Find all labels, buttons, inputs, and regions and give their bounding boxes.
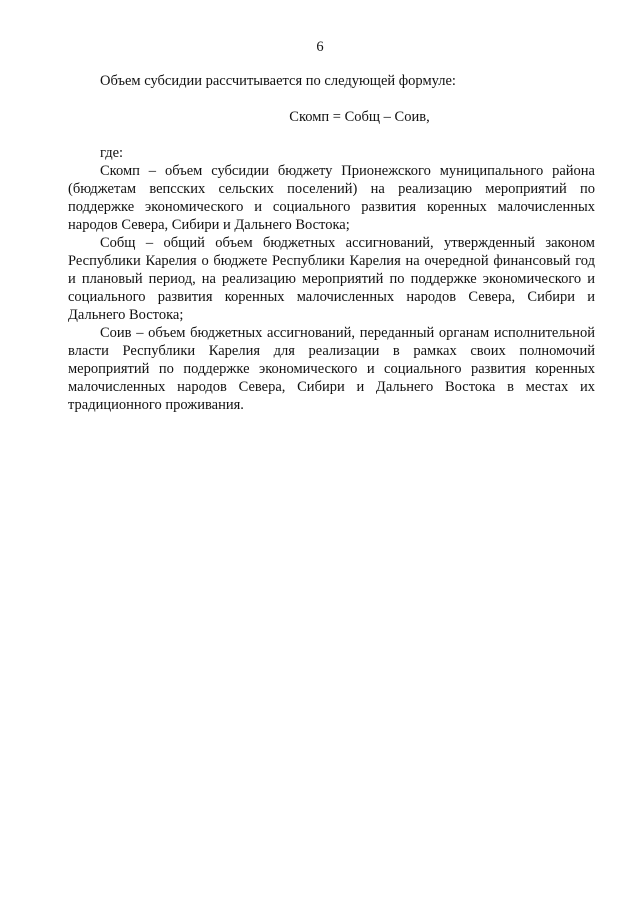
document-body: [68, 72, 595, 414]
formula: Скомп = Собщ – Соив,: [289, 109, 430, 125]
where-label: где:: [100, 145, 124, 161]
intro-paragraph: Объем субсидии рассчитывается по следующей формуле:: [100, 73, 456, 89]
definition-skomp: Скомп – объем субсидии бюджету Прионежского муниципального района (бюджетам вепсских сельских поселений) на реализацию мероприятий по поддержке экономического и социального развития коренных малочисленных народов Севера, Сибири и Дальнего Востока;: [68, 163, 595, 233]
definition-sobsch: Собщ – общий объем бюджетных ассигнований, утвержденный законом Республики Карелия о бюджете Республики Карелия на очередной финансовый год и плановый период, на реализацию мероприятий по поддержке экономического и социального развития коренных малочисленных народов Севера, Сибири и Дальнего Востока;: [68, 235, 595, 323]
page-number: 6: [316, 39, 324, 55]
definition-soiv: Соив – объем бюджетных ассигнований, переданный органам исполнительной власти Республики Карелия для реализации в рамках своих полномочий мероприятий по поддержке экономического и социального развития коренных малочисленных народов Севера, Сибири и Дальнего Востока в местах их традиционного проживания.: [68, 325, 595, 413]
